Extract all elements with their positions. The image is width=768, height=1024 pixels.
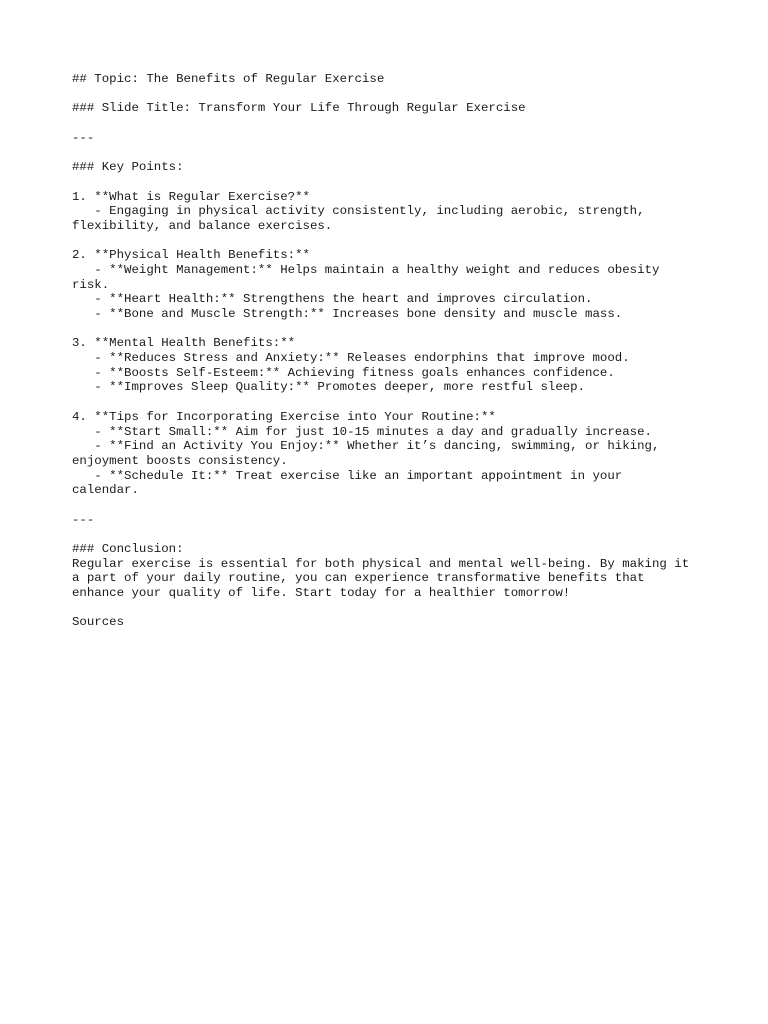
blank-line <box>72 498 712 513</box>
point-2-bullet-1-line-1: - **Weight Management:** Helps maintain a healthy weight and reduces obesity <box>72 262 660 277</box>
slide-title-heading: ### Slide Title: Transform Your Life Through Regular Exercise <box>72 101 526 116</box>
blank-line <box>72 395 712 410</box>
document-page <box>72 72 712 630</box>
blank-line <box>72 175 712 190</box>
conclusion-text-line-3: enhance your quality of life. Start today for a healthier tomorrow! <box>72 586 571 601</box>
point-1-title: 1. **What is Regular Exercise?** <box>72 189 310 204</box>
point-4-bullet-3-line-2: calendar. <box>72 483 139 498</box>
point-1-text-line-2: flexibility, and balance exercises. <box>72 218 333 233</box>
conclusion-text-line-2: a part of your daily routine, you can experience transformative benefits that <box>72 571 645 586</box>
sources-label: Sources <box>72 615 125 630</box>
horizontal-rule: --- <box>72 512 95 527</box>
point-4-bullet-2-line-2: enjoyment boosts consistency. <box>72 453 288 468</box>
point-3-title: 3. **Mental Health Benefits:** <box>72 336 296 351</box>
key-points-heading: ### Key Points: <box>72 160 184 175</box>
point-4-title: 4. **Tips for Incorporating Exercise into Your Routine:** <box>72 409 496 424</box>
point-2-bullet-2: - **Heart Health:** Strengthens the heart and improves circulation. <box>72 292 593 307</box>
point-4-bullet-1: - **Start Small:** Aim for just 10-15 minutes a day and gradually increase. <box>72 424 652 439</box>
point-3-bullet-1: - **Reduces Stress and Anxiety:** Releases endorphins that improve mood. <box>72 351 630 366</box>
point-1-text-line-1: - Engaging in physical activity consistently, including aerobic, strength, <box>72 204 645 219</box>
blank-line <box>72 601 712 616</box>
point-4-bullet-3-line-1: - **Schedule It:** Treat exercise like an important appointment in your <box>72 468 623 483</box>
conclusion-heading: ### Conclusion: <box>72 542 184 556</box>
blank-line <box>72 145 712 160</box>
horizontal-rule: --- <box>72 130 95 145</box>
blank-line <box>72 322 712 337</box>
point-2-bullet-1-line-2: risk. <box>72 277 110 292</box>
topic-heading: ## Topic: The Benefits of Regular Exercise <box>72 72 385 86</box>
point-3-bullet-3: - **Improves Sleep Quality:** Promotes deeper, more restful sleep. <box>72 380 586 395</box>
blank-line <box>72 116 712 131</box>
point-2-bullet-3: - **Bone and Muscle Strength:** Increases bone density and muscle mass. <box>72 307 623 321</box>
point-4-bullet-2-line-1: - **Find an Activity You Enjoy:** Whether it’s dancing, swimming, or hiking, <box>72 439 660 454</box>
blank-line <box>72 527 712 542</box>
point-3-bullet-2: - **Boosts Self-Esteem:** Achieving fitness goals enhances confidence. <box>72 365 615 380</box>
blank-line <box>72 87 712 102</box>
conclusion-text-line-1: Regular exercise is essential for both physical and mental well-being. By making it <box>72 556 690 571</box>
point-2-title: 2. **Physical Health Benefits:** <box>72 248 310 263</box>
blank-line <box>72 234 712 249</box>
